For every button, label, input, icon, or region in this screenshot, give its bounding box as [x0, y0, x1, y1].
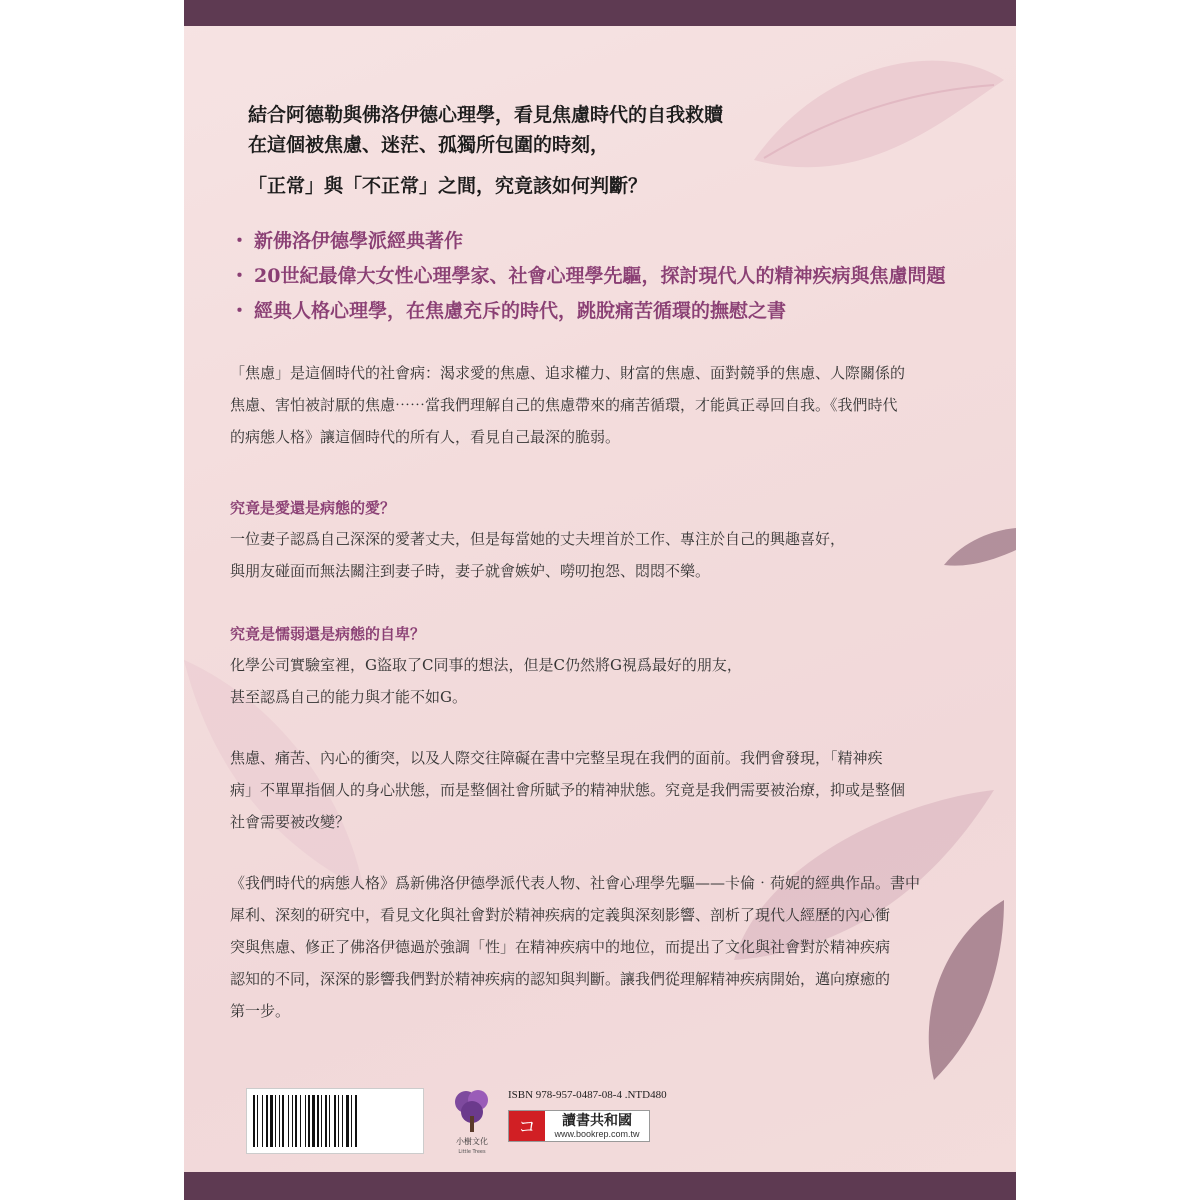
feature-bullet [230, 229, 463, 253]
intro-paragraph [230, 357, 970, 453]
imprint-logo-text: 小樹文化 [456, 1137, 488, 1146]
bottom-band [184, 1172, 1016, 1200]
imprint-logo-sub: Little Trees [458, 1149, 486, 1155]
publisher-logo [508, 1110, 650, 1142]
book-back-cover [184, 0, 1016, 1200]
bullet-marker: ・ [230, 300, 250, 322]
section-heading: 究竟是愛還是病態的愛？ [230, 499, 396, 517]
section-paragraph [230, 523, 970, 587]
publisher-name: 讀書共和國 [562, 1113, 632, 1129]
section-heading: 究竟是懦弱還是病態的自卑？ [230, 625, 426, 643]
publisher-url: www.bookrep.com.tw [554, 1129, 640, 1139]
paragraph-line: 突與焦慮、修正了佛洛伊德過於強調「性」在精神疾病中的地位，而提出了文化與社會對於精神疾病 [230, 938, 891, 956]
publisher-mark-icon: コ [509, 1111, 545, 1141]
paragraph-line: 的病態人格》讓這個時代的所有人，看見自己最深的脆弱。 [230, 428, 621, 446]
paragraph-line: 「焦慮」是這個時代的社會病：渴求愛的焦慮、追求權力、財富的焦慮、面對競爭的焦慮、人際關係的 [230, 364, 906, 382]
barcode-icon [246, 1088, 424, 1154]
paragraph-line: 化學公司實驗室裡，G盜取了C同事的想法，但是C仍然將G視爲最好的朋友， [230, 656, 742, 674]
paragraph-line: 第一步。 [230, 1002, 291, 1020]
tagline-line: 在這個被焦慮、迷茫、孤獨所包圍的時刻， [248, 134, 610, 156]
paragraph-line: 與朋友碰面而無法關注到妻子時，妻子就會嫉妒、嘮叨抱怨、悶悶不樂。 [230, 562, 711, 580]
tagline-line: 「正常」與「不正常」之間，究竟該如何判斷？ [248, 175, 648, 197]
paragraph-line: 焦慮、害怕被討厭的焦慮⋯⋯當我們理解自己的焦慮帶來的痛苦循環，才能眞正尋回自我。《我們時代 [230, 396, 898, 414]
feature-bullet [230, 264, 945, 288]
paragraph-line: 認知的不同，深深的影響我們對於精神疾病的認知與判斷。讓我們從理解精神疾病開始，邁向療癒的 [230, 970, 891, 988]
paragraph-line: 社會需要被改變？ [230, 813, 351, 831]
tagline-line: 結合阿德勒與佛洛伊德心理學，看見焦慮時代的自我救贖 [248, 104, 724, 126]
top-band [184, 0, 1016, 26]
paragraph-line: 一位妻子認爲自己深深的愛著丈夫，但是每當她的丈夫埋首於工作、專注於自己的興趣喜好， [230, 530, 846, 548]
section-paragraph [230, 649, 970, 713]
imprint-tree-logo-icon [450, 1086, 494, 1156]
paragraph-line: 《我們時代的病態人格》爲新佛洛伊德學派代表人物、社會心理學先驅——卡倫‧荷妮的經典作品。書中 [230, 874, 921, 892]
feature-bullet-text: 新佛洛伊德學派經典著作 [254, 230, 464, 252]
bullet-marker: ・ [230, 230, 250, 252]
paragraph-line: 犀利、深刻的研究中，看見文化與社會對於精神疾病的定義與深刻影響、剖析了現代人經歷的內心衝 [230, 906, 891, 924]
isbn-text: ISBN 978-957-0487-08-4 .NTD480 [508, 1089, 667, 1101]
paragraph-line: 甚至認爲自己的能力與才能不如G。 [230, 688, 467, 706]
feature-bullet-text: 20世紀最偉大女性心理學家、社會心理學先驅，探討現代人的精神疾病與焦慮問題 [254, 265, 946, 287]
bullet-marker: ・ [230, 265, 250, 287]
paragraph-line: 焦慮、痛苦、內心的衝突，以及人際交往障礙在書中完整呈現在我們的面前。我們會發現，「精神疾 [230, 749, 883, 767]
leaf-decoration-icon [744, 40, 1014, 240]
body-paragraph [230, 867, 970, 1027]
feature-bullet-text: 經典人格心理學，在焦慮充斥的時代，跳脫痛苦循環的撫慰之書 [254, 300, 787, 322]
body-paragraph [230, 742, 970, 838]
paragraph-line: 病」不單單指個人的身心狀態，而是整個社會所賦予的精神狀態。究竟是我們需要被治療，抑或是整個 [230, 781, 906, 799]
feature-bullet [230, 299, 786, 323]
